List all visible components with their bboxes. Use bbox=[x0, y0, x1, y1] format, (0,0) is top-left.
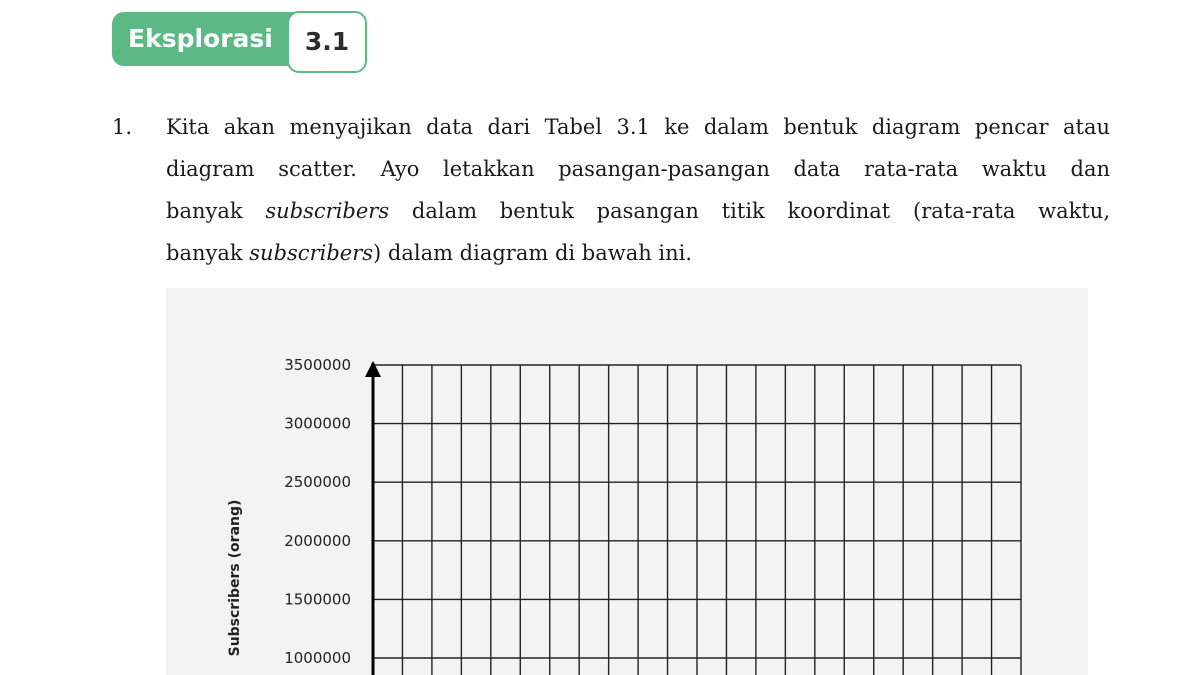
text-segment: dalam bentuk pasangan titik koordinat (rata-rata waktu, bbox=[389, 199, 1110, 223]
exploration-badge bbox=[112, 10, 367, 68]
axis-layer bbox=[365, 361, 381, 675]
scatter-chart bbox=[166, 288, 1088, 675]
y-tick-label: 1000000 bbox=[284, 649, 351, 667]
grid-layer bbox=[373, 365, 1021, 675]
text-line-3 bbox=[166, 190, 1110, 232]
text-segment-italic: subscribers bbox=[249, 241, 374, 265]
badge-number: 3.1 bbox=[287, 11, 367, 73]
text-line-4 bbox=[166, 232, 1110, 274]
text-segment: ) dalam diagram di bawah ini. bbox=[373, 241, 693, 265]
y-axis-label: Subscribers (orang) bbox=[227, 499, 243, 657]
text-line-2 bbox=[166, 148, 1110, 190]
y-axis-arrow-icon bbox=[365, 361, 381, 377]
text-segment: Kita akan menyajikan data dari Tabel 3.1 ke dalam bentuk diagram pencar atau bbox=[166, 115, 1110, 139]
scatter-chart-panel bbox=[166, 288, 1088, 675]
tick-label-layer bbox=[284, 356, 351, 667]
y-tick-label: 1500000 bbox=[284, 590, 351, 609]
y-tick-label: 3000000 bbox=[284, 414, 351, 433]
text-segment: diagram scatter. Ayo letakkan pasangan-pasangan data rata-rata waktu dan bbox=[166, 157, 1110, 181]
text-segment-italic: subscribers bbox=[265, 199, 390, 223]
item-text bbox=[166, 106, 1110, 274]
y-tick-label: 2500000 bbox=[284, 473, 351, 492]
item-number: 1. bbox=[112, 115, 133, 139]
badge-label: Eksplorasi bbox=[112, 12, 295, 66]
text-segment: banyak bbox=[166, 199, 266, 223]
text-line-1 bbox=[166, 106, 1110, 148]
y-tick-label: 3500000 bbox=[284, 356, 351, 374]
y-tick-label: 2000000 bbox=[284, 531, 351, 550]
text-segment: banyak bbox=[166, 241, 250, 265]
